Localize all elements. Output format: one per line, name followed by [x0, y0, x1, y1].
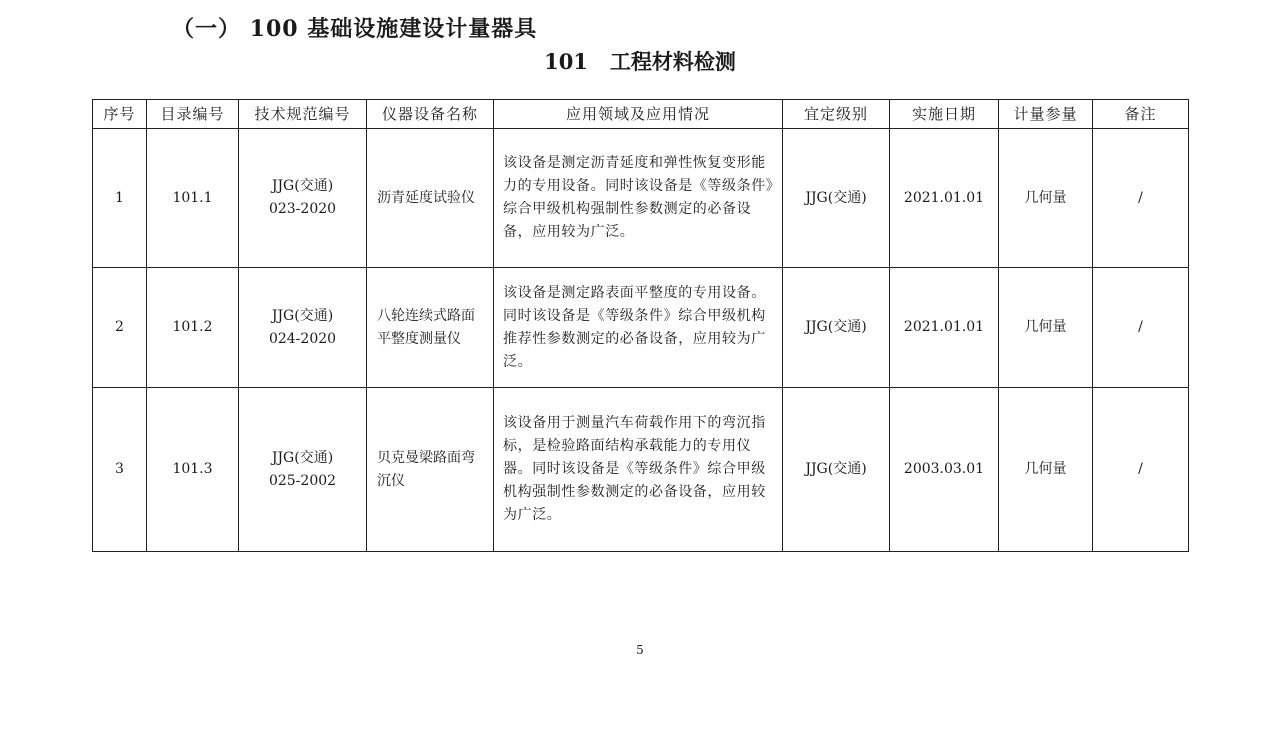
cell-date: 2003.03.01	[890, 388, 999, 552]
cell-level: JJG(交通)	[783, 268, 890, 388]
spec-number: 023-2020	[268, 201, 337, 217]
spec-standard: JJG(交通)	[271, 178, 334, 194]
cell-level: JJG(交通)	[783, 129, 890, 268]
cell-level: JJG(交通)	[783, 388, 890, 552]
spec-standard: JJG(交通)	[271, 307, 334, 324]
cell-application: 该设备是测定沥青延度和弹性恢复变形能力的专用设备。同时该设备是《等级条件》综合甲级机构强制性参数测定的必备设备，应用较为广泛。	[494, 129, 783, 268]
cell-param: 几何量	[999, 129, 1093, 268]
header-seq: 序号	[93, 100, 147, 129]
header-spec: 技术规范编号	[239, 100, 367, 129]
header-level: 宜定级别	[783, 100, 890, 129]
section-title: （一） 100 基础设施建设计量器具	[172, 16, 538, 42]
cell-param: 几何量	[999, 388, 1093, 552]
subsection-title	[0, 46, 1280, 76]
cell-spec	[239, 388, 367, 552]
cell-catalog: 101.2	[147, 268, 239, 388]
header-name: 仪器设备名称	[367, 100, 494, 129]
table-row	[93, 129, 1189, 268]
cell-application: 该设备是测定路表面平整度的专用设备。同时该设备是《等级条件》综合甲级机构推荐性参数测定的必备设备，应用较为广泛。	[494, 268, 783, 388]
cell-seq: 3	[93, 388, 147, 552]
table-row	[93, 268, 1189, 388]
header-date: 实施日期	[890, 100, 999, 129]
subsection-number: 101	[544, 49, 588, 74]
spec-standard: JJG(交通)	[271, 449, 334, 466]
cell-spec	[239, 129, 367, 268]
cell-seq: 2	[93, 268, 147, 388]
table-header-row	[93, 100, 1189, 129]
subsection-name: 工程材料检测	[609, 49, 736, 74]
cell-note: /	[1093, 268, 1189, 388]
cell-note: /	[1093, 129, 1189, 268]
header-note: 备注	[1093, 100, 1189, 129]
cell-spec	[239, 268, 367, 388]
table-row	[93, 388, 1189, 552]
header-param: 计量参量	[999, 100, 1093, 129]
cell-catalog: 101.1	[147, 129, 239, 268]
cell-name: 沥青延度试验仪	[367, 129, 494, 268]
instrument-table	[92, 99, 1189, 552]
header-application: 应用领域及应用情况	[494, 100, 783, 129]
spec-number: 024-2020	[268, 330, 337, 347]
page-number: 5	[636, 643, 644, 657]
cell-date: 2021.01.01	[890, 129, 999, 268]
spec-number: 025-2002	[268, 472, 337, 489]
cell-date: 2021.01.01	[890, 268, 999, 388]
cell-note: /	[1093, 388, 1189, 552]
cell-catalog: 101.3	[147, 388, 239, 552]
header-catalog: 目录编号	[147, 100, 239, 129]
cell-name: 贝克曼梁路面弯沉仪	[367, 388, 494, 552]
cell-name: 八轮连续式路面平整度测量仪	[367, 268, 494, 388]
cell-param: 几何量	[999, 268, 1093, 388]
cell-application: 该设备用于测量汽车荷载作用下的弯沉指标，是检验路面结构承载能力的专用仪器。同时该设备是《等级条件》综合甲级机构强制性参数测定的必备设备，应用较为广泛。	[494, 388, 783, 552]
cell-seq: 1	[93, 129, 147, 268]
